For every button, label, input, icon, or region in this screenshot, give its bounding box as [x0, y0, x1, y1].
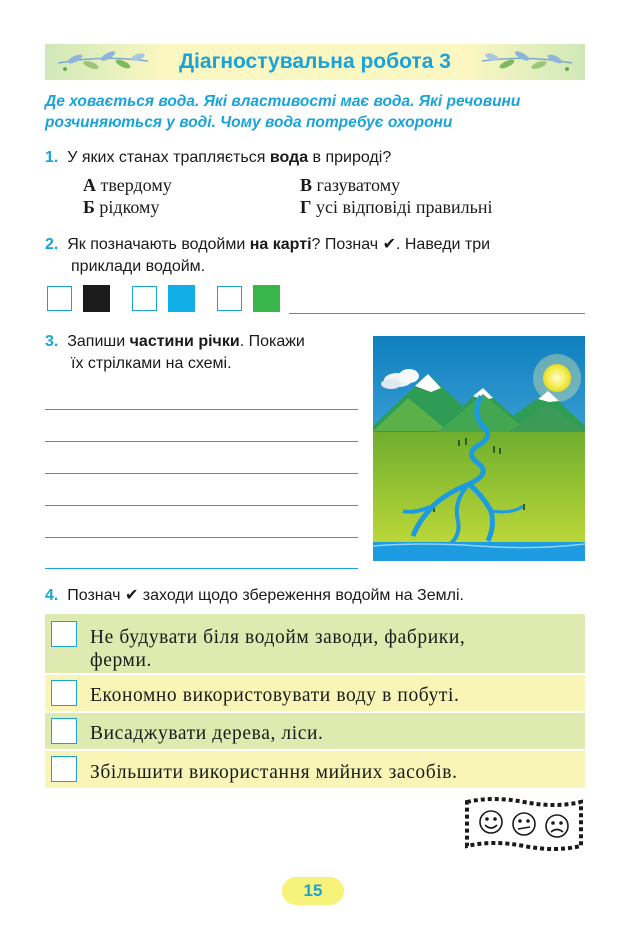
- answer-line[interactable]: [45, 505, 358, 506]
- header-banner: [45, 44, 585, 80]
- question-text: . Покажи: [239, 333, 305, 350]
- option-letter: Б: [83, 197, 95, 217]
- question-text: в природі?: [308, 149, 392, 166]
- question-1: [45, 147, 590, 169]
- question-text: Познач: [67, 587, 125, 604]
- question-keyword: вода: [269, 149, 309, 166]
- option-checkbox[interactable]: [51, 621, 77, 647]
- check-mark-icon: ✔: [124, 587, 139, 604]
- option-text: ферми.: [90, 650, 152, 671]
- answer-line[interactable]: [289, 313, 585, 314]
- answer-line[interactable]: [45, 409, 358, 410]
- q4-option-4[interactable]: [45, 751, 585, 788]
- option-checkbox[interactable]: [51, 680, 77, 706]
- answer-checkbox-2[interactable]: [132, 286, 157, 311]
- question-text: заходи щодо збереження водойм на Землі.: [138, 587, 464, 604]
- q4-option-2[interactable]: [45, 675, 585, 711]
- question-text: ? Познач: [311, 236, 383, 253]
- option-text: усі відповіді правильні: [315, 197, 493, 217]
- question-text: У яких станах трапляється: [67, 149, 270, 166]
- q1-option-a[interactable]: [83, 175, 172, 196]
- green-swatch: [253, 285, 280, 312]
- question-keyword: частини річки: [129, 333, 240, 350]
- question-number: 4.: [45, 587, 59, 604]
- q1-option-b[interactable]: [83, 197, 159, 218]
- option-text: Висаджувати дерева, ліси.: [90, 723, 324, 744]
- option-letter: Г: [300, 197, 312, 217]
- question-2-line2: приклади водойм.: [71, 258, 206, 275]
- question-text: . Наведи три: [395, 236, 491, 253]
- question-3: [45, 331, 360, 353]
- question-number: 1.: [45, 149, 59, 166]
- answer-line[interactable]: [45, 537, 358, 538]
- option-checkbox[interactable]: [51, 718, 77, 744]
- q1-option-v[interactable]: [300, 175, 400, 196]
- blue-swatch: [168, 285, 195, 312]
- question-number: 2.: [45, 236, 59, 253]
- question-3-line2: їх стрілками на схемі.: [71, 355, 232, 372]
- option-text: газуватому: [316, 175, 401, 195]
- answer-line[interactable]: [45, 568, 358, 569]
- black-swatch: [83, 285, 110, 312]
- answer-line[interactable]: [45, 441, 358, 442]
- check-mark-icon: ✔: [382, 236, 396, 253]
- answer-line[interactable]: [45, 473, 358, 474]
- question-text: Запиши: [67, 333, 130, 350]
- option-text: рідкому: [99, 197, 160, 217]
- page-number: 15: [282, 877, 344, 905]
- question-keyword: на карті: [249, 236, 312, 253]
- question-4: [45, 585, 590, 607]
- option-text: Збільшити використання мийних засобів.: [90, 762, 458, 783]
- q1-option-g[interactable]: [300, 197, 492, 218]
- subtitle: Де ховається вода. Які властивості має вода. Які речовини розчиняються у воді. Чому вода потребує охорони: [45, 93, 521, 131]
- option-text: Економно використовувати воду в побуті.: [90, 685, 460, 706]
- option-text: Не будувати біля водойм заводи, фабрики,: [90, 627, 466, 648]
- option-checkbox[interactable]: [51, 756, 77, 782]
- answer-checkbox-1[interactable]: [47, 286, 72, 311]
- answer-checkbox-3[interactable]: [217, 286, 242, 311]
- option-letter: В: [300, 175, 313, 195]
- question-number: 3.: [45, 333, 59, 350]
- option-letter: А: [83, 175, 96, 195]
- self-assessment-smileys-icon[interactable]: [463, 796, 585, 852]
- q4-option-1[interactable]: [45, 614, 585, 673]
- option-text: твердому: [100, 175, 172, 195]
- page-title: Діагностувальна робота 3: [179, 50, 451, 73]
- river-scheme-illustration: [373, 336, 585, 561]
- question-text: Як позначають водойми: [67, 236, 250, 253]
- q4-option-3[interactable]: [45, 713, 585, 749]
- question-2: [45, 234, 585, 256]
